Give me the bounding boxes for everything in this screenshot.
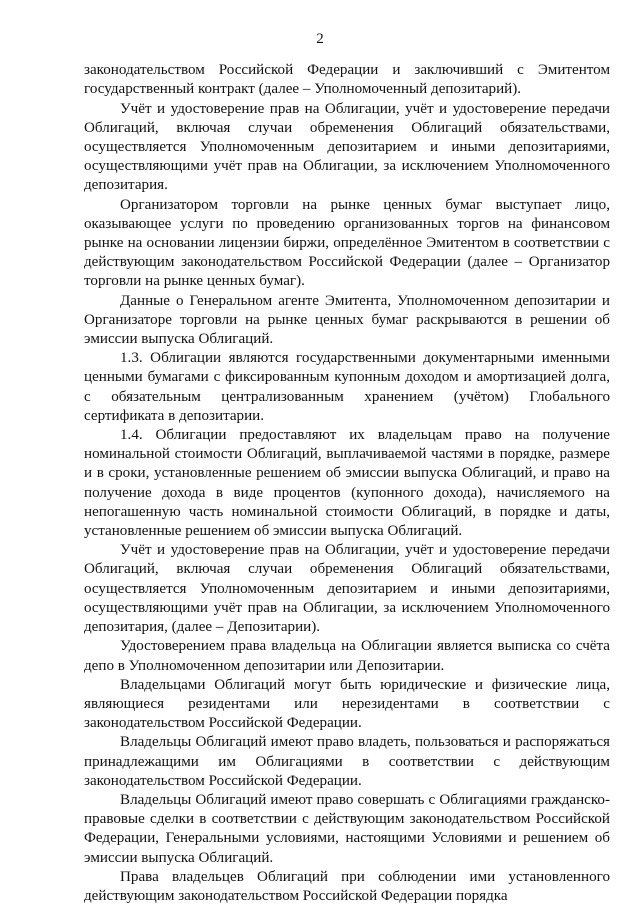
paragraph: 1.3. Облигации являются государственными документарными именными ценными бумагами с фиксированным купонным доходом и амортизацией долга, с обязательным централизованным хранением (учётом) Глобального сертификата в депозитарии. xyxy=(84,350,610,424)
paragraph: Учёт и удостоверение прав на Облигации, учёт и удостоверение передачи Облигаций, включая случаи обременения Облигаций обязательствами, осуществляется Уполномоченным депозитарием и иными депозитариями, осуществляющими учёт прав на Облигации, за исключением Уполномоченного депозитария. xyxy=(84,100,610,194)
paragraph: законодательством Российской Федерации и заключивший с Эмитентом государственный контракт (далее – Уполномоченный депозитарий). xyxy=(84,62,610,98)
paragraph: 1.4. Облигации предоставляют их владельцам право на получение номинальной стоимости Облигаций, выплачиваемой частями в порядке, размере и в сроки, установленные решением об эмиссии выпуска Облигаций, и право на получение дохода в виде процентов (купонного дохода), начисляемого на непогашенную часть номинальной стоимости Облигаций, в порядке и даты, установленные решением об эмиссии выпуска Облигаций. xyxy=(84,427,610,540)
paragraph: Владельцами Облигаций могут быть юридические и физические лица, являющиеся резидентами или нерезидентами в соответствии с законодательством Российской Федерации. xyxy=(84,676,610,732)
paragraph: Организатором торговли на рынке ценных бумаг выступает лицо, оказывающее услуги по проведению организованных торгов на финансовом рынке на основании лицензии биржи, определённое Эмитентом в соответствии с действующим законодательством Российской Федерации (далее – Организатор торговли на рынке ценных бумаг). xyxy=(84,196,610,290)
paragraph: Владельцы Облигаций имеют право владеть, пользоваться и распоряжаться принадлежащими им Облигациями в соответствии с действующим законодательством Российской Федерации. xyxy=(84,734,610,789)
paragraph: Данные о Генеральном агенте Эмитента, Уполномоченном депозитарии и Организаторе торговли на рынке ценных бумаг раскрываются в решении об эмиссии выпуска Облигаций. xyxy=(84,292,610,348)
page-number: 2 xyxy=(316,31,324,47)
paragraph: Права владельцев Облигаций при соблюдении ими установленного действующим законодательством Российской Федерации порядка xyxy=(84,868,610,904)
paragraph: Учёт и удостоверение прав на Облигации, учёт и удостоверение передачи Облигаций, включая случаи обременения Облигаций обязательствами, осуществляется Уполномоченным депозитарием и иными депозитариями, осуществляющими учёт прав на Облигации, за исключением Уполномоченного депозитария, (далее – Депозитарии). xyxy=(84,542,610,636)
paragraph: Владельцы Облигаций имеют право совершать с Облигациями гражданско-правовые сделки в соответствии с действующим законодательством Российской Федерации, Генеральными условиями, настоящими Условиями и решением об эмиссии выпуска Облигаций. xyxy=(84,791,610,866)
paragraph: Удостоверением права владельца на Облигации является выписка со счёта депо в Уполномоченном депозитарии или Депозитарии. xyxy=(84,638,610,674)
